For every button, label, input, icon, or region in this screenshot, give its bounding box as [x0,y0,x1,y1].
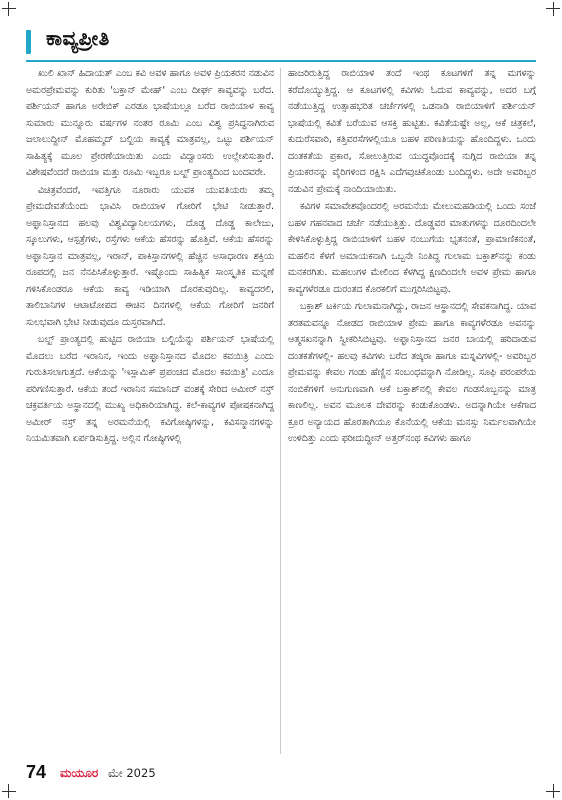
page-header [26,22,536,62]
section-title: ಕಾವ್ಯಪ್ರೀತಿ [46,26,110,50]
page-footer [26,762,536,786]
paragraph: ಬಕ್ತಾಶ್ ಟರ್ಕಿಯ ಗುಲಾಮನಾಗಿದ್ದು, ರಾಜನ ಆಸ್ಥಾನದಲ್ಲಿ ಸೇವಕನಾಗಿದ್ದ. ಯಾವ ತರತಮವನ್ನೂ ನೋಡದ ರಾಬಿಯಾಳ ಪ್ರೇಮ ಹಾಗೂ ಕಾವ್ಯಗಳೆರಡೂ ಅವನನ್ನು ಆತ್ಮಸಖನನ್ನಾಗಿ ಸ್ವೀಕರಿಸಿಬಿಟ್ಟವು. ಅಫ್ಘಾನಿಸ್ತಾನದ ಜನರ ಬಾಯಲ್ಲಿ ಹರಿದಾಡುವ ದಂತಕತೆಗಳಲ್ಲಿ- ಹಲವು ಕವಿಗಳು ಬರೆದ ತಜ್ಕಿರಾ ಹಾಗೂ ಮಸ್ನವಿಗಳಲ್ಲಿ- ಅವರಿಬ್ಬರ ಪ್ರೇಮವನ್ನು ಕೇವಲ ಗಂಡು ಹೆಣ್ಣಿನ ಸಂಬಂಧವನ್ನಾಗಿ ನೋಡಿಲ್ಲ. ಸೂಫಿ ಪರಂಪರೆಯ ನಂಬಿಕೆಗಳಿಗೆ ಅನುಗುಣವಾಗಿ ಆಕೆ ಬಕ್ತಾಶ್‌ನಲ್ಲಿ ಕೇವಲ ಗಂಡಸೊಬ್ಬನನ್ನು ಮಾತ್ರ ಕಾಣಲಿಲ್ಲ. ಅವನ ಮೂಲಕ ದೇವರನ್ನು ಕಂಡುಕೊಂಡಳು. ಅದನ್ನಾಗಿಯೇ ಆಕೆಗಾದ ಕ್ರೂರ ಅನ್ಯಾಯದ ಹೊರತಾಗಿಯೂ ಕೊನೆಯಲ್ಲಿ ಆಕೆಯ ಮನಸ್ಸು ನಿರ್ಮಲವಾಗಿಯೇ ಉಳಿದಿತ್ತು ಎಂದು ಫರೀದುದ್ದೀನ್ ಅತ್ತರ್‌ನಂಥ ಕವಿಗಳು ಹಾಗೂ [288,301,536,444]
crop-mark [553,784,554,798]
page-number: 74 [26,762,47,782]
crop-mark [553,2,554,16]
article-body [26,66,536,756]
crop-mark [2,791,16,792]
magazine-logo: ಮಯೂರ [60,766,99,780]
paragraph: ವಿಚಿತ್ರವೆಂದರೆ, ಇವತ್ತಿಗೂ ನೂರಾರು ಯುವಕ ಯುವತಿಯರು ತಮ್ಮ ಪ್ರೇಮದೇವತೆಯೆಂದು ಭಾವಿಸಿ ರಾಬಿಯಾಳ ಗೋರಿಗೆ ಭೇಟಿ ನೀಡುತ್ತಾರೆ. ಅಫ್ಘಾನಿಸ್ತಾನದ ಹಲವು ವಿಶ್ವವಿದ್ಯಾನಿಲಯಗಳು, ದೊಡ್ಡ ದೊಡ್ಡ ಕಾಲೇಜು, ಸ್ಕೂಲುಗಳು, ಆಸ್ಪತ್ರೆಗಳು, ರಸ್ತೆಗಳು ಆಕೆಯ ಹೆಸರನ್ನು ಹೊತ್ತಿವೆ. ಆಕೆಯ ಹೆಸರನ್ನು ಅಫ್ಘಾನಿಸ್ತಾನ ಮಾತ್ರವಲ್ಲ, ಇರಾನ್, ಪಾಕಿಸ್ತಾನಗಳಲ್ಲಿ ಹೆಚ್ಚಿನ ಅಸಾಧಾರಣ ಶಕ್ತಿಯ ರೂಪದಲ್ಲಿ ಜನ ನೆನಪಿಸಿಕೊಳ್ಳುತ್ತಾರೆ. ಇಷ್ಟೊಂದು ಸಾಹಿತ್ಯಿಕ ಸಾಂಸ್ಕೃತಿಕ ಮನ್ನಣೆ ಗಳಿಸಿಕೊಂಡರೂ ಆಕೆಯ ಕಾವ್ಯ ಇಡಿಯಾಗಿ ದೊರಕುವುದಿಲ್ಲ. ಕಾವ್ಯದರಲಿ, ತಾಲಿಬಾನಿಗಳ ಆಟಾಟೋಪದ ಈಚಿನ ದಿನಗಳಲ್ಲಿ ಆಕೆಯ ಗೋರಿಗೆ ಜನರಿಗೆ ಸುಲಭವಾಗಿ ಭೇಟಿ ನೀಡುವುದೂ ದುಸ್ತರವಾಗಿದೆ. [26,184,274,328]
crop-mark [8,2,9,16]
paragraph: ಹಾಜರಿರುತ್ತಿದ್ದ ರಾಬಿಯಾಳ ತಂದೆ ಇಂಥ ಕೂಟಗಳಿಗೆ ತನ್ನ ಮಗಳನ್ನು ಕರೆದೊಯ್ಯುತ್ತಿದ್ದ. ಆ ಕೂಟಗಳಲ್ಲಿ ಕವಿಗಳು ಓದುವ ಕಾವ್ಯವನ್ನು, ಅದರ ಬಗ್ಗೆ ನಡೆಯುತ್ತಿದ್ದ ಉತ್ಸಾಹಭರಿತ ಚರ್ಚೆಗಳಲ್ಲಿ ಒಡನಾಡಿ ರಾಬಿಯಾಳಿಗೆ ಪರ್ಶಿಯನ್ ಭಾಷೆಯಲ್ಲಿ ಕವಿತೆ ಬರೆಯುವ ಆಸಕ್ತಿ ಹುಟ್ಟಿತು. ಕವಿತೆಯಷ್ಟೇ ಅಲ್ಲ, ಆಕೆ ಚಿತ್ರಕಲೆ, ಕುದುರೆಸವಾರಿ, ಕತ್ತಿವರಸೆಗಳಲ್ಲಿಯೂ ಬಹಳ ಪರಿಣತಿಯನ್ನು ಹೊಂದಿದ್ದಳು. ಒಂದು ದಂತಕತೆಯ ಪ್ರಕಾರ, ಸೋಲುತ್ತಿರುವ ಯುದ್ಧವೊಂದಕ್ಕೆ ನುಗ್ಗಿದ ರಾಬಿಯಾ ತನ್ನ ಪ್ರಿಯಕರನನ್ನು ವೈರಿಗಳಿಂದ ರಕ್ಷಿಸಿ ಎದೆಗವುಚಿಕೊಂಡು ಬಂದಿದ್ದಳು. ಅದೇ ಅವರಿಬ್ಬರ ನಡುವಿನ ಪ್ರೇಮಕ್ಕೆ ನಾಂದಿಯಾಯಿತು. [288,68,536,195]
header-rule [26,60,536,62]
paragraph: ಬಲ್ಖ್ ಪ್ರಾಂತ್ಯದಲ್ಲಿ ಹುಟ್ಟಿದ ರಾಬಿಯಾ ಬಲ್ಖಿಯೆನ್ನು ಪರ್ಶಿಯನ್ ಭಾಷೆಯಲ್ಲಿ ಮೊದಲು ಬರೆದ ಇರಾನಿನ, ಇಂದು ಅಫ್ಘಾನಿಸ್ತಾನದ ಮೊದಲ ಕವಯಿತ್ರಿ ಎಂದು ಗುರುತಿಸಲಾಗುತ್ತದೆ. ಆಕೆಯನ್ನು 'ಇಸ್ಲಾಮಿಕ್ ಪ್ರಪಂಚದ ಮೊದಲ ಕವಯಿತ್ರಿ' ಎಂದೂ ಪರಿಗಣಿಸುತ್ತಾರೆ. ಆಕೆಯ ತಂದೆ ಇರಾನಿನ ಸಮಾನಿದ್ ವಂಶಕ್ಕೆ ಸೇರಿದ ಅಮೀರ್ ನಸ್ರ್ ಚಕ್ರವರ್ತಿಯ ಅಸ್ಥಾನದಲ್ಲಿ ಮುಖ್ಯ ಅಧಿಕಾರಿಯಾಗಿದ್ದ. ಕಲೆ-ಕಾವ್ಯಗಳ ಪೋಷಕನಾಗಿದ್ದ ಅಮೀರ್ ನಸ್ರ್ ತನ್ನ ಅರಮನೆಯಲ್ಲಿ ಕವಿಗೋಷ್ಠಿಗಳನ್ನು, ಕವಿಸನ್ಮಾನಗಳನ್ನು ನಿಯಮಿತವಾಗಿ ಏರ್ಪಡಿಸುತ್ತಿದ್ದ. ಅಲ್ಲಿನ ಗೋಷ್ಠಿಗಳಲ್ಲಿ [26,334,274,444]
column-divider [280,68,281,754]
section-accent-bar [26,30,31,54]
left-column [26,66,274,756]
paragraph: ಕವಿಗಳ ಸಮಾವೇಶವೊಂದರಲ್ಲಿ ಅರಮನೆಯ ಮೇಲುಮಹಡಿಯಲ್ಲಿ ಒಂದು ಸಂಜೆ ಬಹಳ ಗಹನವಾದ ಚರ್ಚೆ ನಡೆಯುತ್ತಿತ್ತು. ದೊಡ್ಡವರ ಮಾತುಗಳನ್ನು ದೂರದಿಂದಲೇ ಕೇಳಿಸಿಕೊಳ್ಳುತ್ತಿದ್ದ ರಾಬಿಯಾಳಿಗೆ ಬಹಳ ನಂಬುಗೆಯ ಭೃತನಂತೆ, ಪ್ರಾಮಾಣಿಕನಂತೆ, ಮಹಲಿನ ಕೆಳಗೆ ಅಮಾಯಕನಾಗಿ ಒಬ್ಬನೇ ನಿಂತಿದ್ದ ಗುಲಾಮ ಬಕ್ತಾಶ್‌ನನ್ನು ಕಂಡು ಮನಕರಗಿತು. ಮಹಲುಗಳ ಮೇಲಿಂದ ಕೆಳಗಿದ್ದ ಕ್ಷಣದಿಂದಲೇ ಅವಳ ಪ್ರೇಮ ಹಾಗೂ ಕಾವ್ಯಗಳೆರಡೂ ದುರಂತದ ಕೊರಕಲಿಗೆ ಮುಗ್ಗರಿಸಿಬಿಟ್ಟವು. [288,201,536,295]
right-column [288,66,536,756]
paragraph: ಖುಲಿ ಖಾನ್ ಹಿದಾಯತ್ ಎಂಬ ಕವಿ ಅವಳ ಹಾಗೂ ಅವಳ ಪ್ರಿಯಕರನ ನಡುವಿನ ಅಮರಪ್ರೇಮವನ್ನು ಕುರಿತು 'ಬಕ್ತಾನ್ ಮೇಹ್' ಎಂಬ ದೀರ್ಘ ಕಾವ್ಯವನ್ನು ಬರೆದ. ಪರ್ಶಿಯನ್ ಹಾಗೂ ಅರೇಬಿಕ್ ಎರಡೂ ಭಾಷೆಯಲ್ಲೂ ಬರೆದ ರಾಬಿಯಾಳ ಕಾವ್ಯ ಸುಮಾರು ಮುನ್ನೂರು ವರ್ಷಗಳ ನಂತರ ರೂಮಿ ಎಂಬ ವಿಶ್ವ ಪ್ರಸಿದ್ಧನಾಗಿರುವ ಜಲಾಲುದ್ದೀನ್ ಮೊಹಮ್ಮದ್ ಬಲ್ಖಿಯ ಕಾವ್ಯಕ್ಕೆ ಮಾತ್ರವಲ್ಲ, ಒಟ್ಟು ಪರ್ಶಿಯನ್ ಸಾಹಿತ್ಯಕ್ಕೆ ಮೂಲ ಪ್ರೇರಣೆಯಾಯಿತು ಎಂದು ವಿದ್ವಾಂಸರು ಉಲ್ಲೇಖಿಸುತ್ತಾರೆ. ವಿಶೇಷವೆಂದರೆ ರಾಬಿಯಾ ಮತ್ತು ರೂಮಿ ಇಬ್ಬರೂ ಬಲ್ಖ್ ಪ್ರಾಂತ್ಯದಿಂದ ಬಂದವರೇ. [26,68,274,178]
issue-date: ಮೇ 2025 [108,766,156,780]
crop-mark [2,8,16,9]
crop-mark [8,784,9,798]
